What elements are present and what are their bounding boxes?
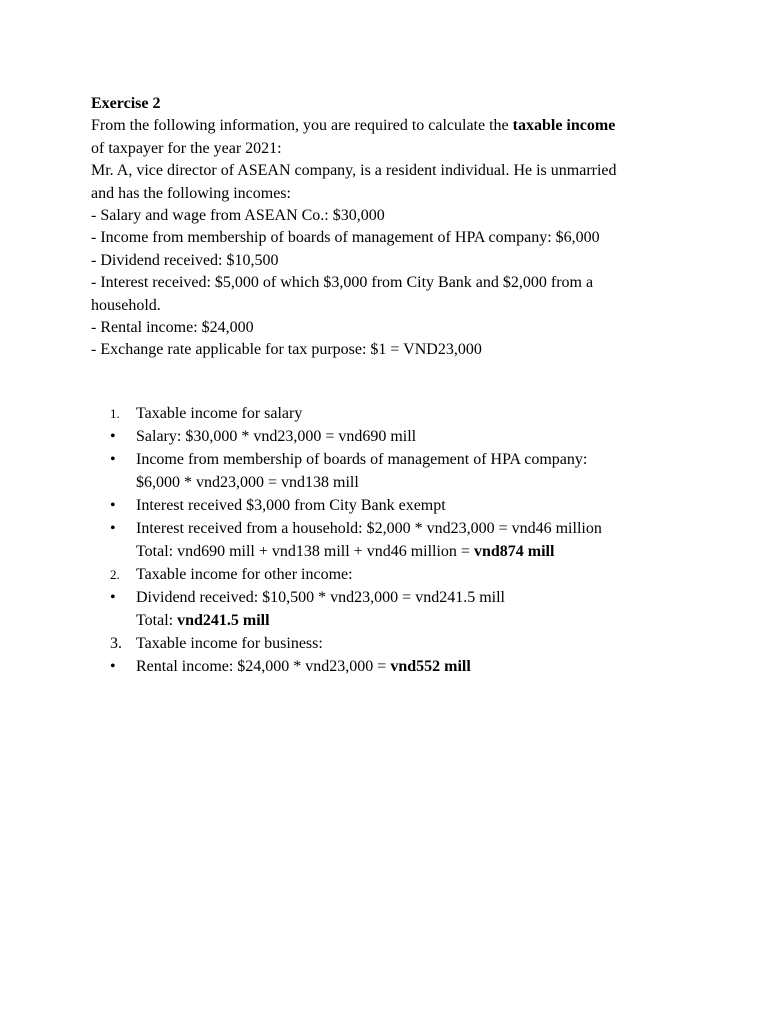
total-prefix: Total: vnd690 mill + vnd138 mill + vnd46 million =	[136, 543, 474, 560]
list-number: 3.	[110, 635, 122, 652]
exercise-statement	[91, 93, 691, 362]
bullet-text	[136, 658, 471, 675]
intro-prefix: From the following information, you are required to calculate the	[91, 117, 513, 135]
list-number: 2.	[110, 567, 120, 582]
section-heading-text: Taxable income for salary	[136, 405, 303, 422]
bullet-text: Dividend received: $10,500 * vnd23,000 = vnd241.5 mill	[136, 589, 505, 606]
fact-salary: - Salary and wage from ASEAN Co.: $30,000	[91, 207, 385, 225]
fact-rental: - Rental income: $24,000	[91, 319, 254, 337]
bullet-marker: •	[110, 428, 116, 445]
exercise-title: Exercise 2	[91, 95, 161, 112]
intro-line-1	[91, 115, 691, 137]
description-line-2: and has the following incomes:	[91, 184, 291, 202]
bullet-text: Interest received from a household: $2,000 * vnd23,000 = vnd46 million	[136, 520, 602, 537]
bullet-rental	[110, 655, 710, 678]
bullet-salary	[110, 425, 710, 448]
section-heading-text: Taxable income for business:	[136, 635, 323, 652]
bullet-text: Income from membership of boards of management of HPA company:	[136, 451, 588, 468]
total-prefix: Total:	[136, 612, 178, 629]
list-number: 1.	[110, 406, 120, 421]
section-2-heading	[110, 563, 710, 586]
section-1-heading	[110, 402, 710, 425]
bullet-membership	[110, 448, 710, 494]
intro-line-2: of taxpayer for the year 2021:	[91, 139, 282, 157]
bullet-text: Salary: $30,000 * vnd23,000 = vnd690 mill	[136, 428, 417, 445]
bullet-marker: •	[110, 658, 116, 675]
bullet-interest-exempt	[110, 494, 710, 517]
description-line-1: Mr. A, vice director of ASEAN company, is a resident individual. He is unmarried	[91, 162, 617, 180]
solution-list	[110, 402, 710, 678]
total-value: vnd874 mill	[473, 543, 555, 560]
bullet-marker: •	[110, 451, 116, 468]
section-heading-text: Taxable income for other income:	[136, 566, 353, 583]
bullet-interest-household	[110, 517, 710, 563]
bullet-marker: •	[110, 497, 116, 514]
intro-bold-term: taxable income	[512, 117, 616, 135]
total-line-2	[136, 609, 710, 632]
bullet-marker: •	[110, 589, 116, 606]
bullet-dividend	[110, 586, 710, 632]
fact-exchange-rate: - Exchange rate applicable for tax purpose: $1 = VND23,000	[91, 341, 482, 359]
bullet-text-cont: $6,000 * vnd23,000 = vnd138 mill	[136, 474, 359, 491]
bullet-text: Interest received $3,000 from City Bank exempt	[136, 497, 446, 514]
fact-membership: - Income from membership of boards of management of HPA company: $6,000	[91, 229, 600, 247]
rental-value: vnd552 mill	[390, 658, 471, 675]
bullet-marker: •	[110, 520, 116, 537]
total-line-1	[136, 540, 710, 563]
fact-interest-cont: household.	[91, 296, 161, 314]
section-3-heading	[110, 632, 710, 655]
total-value: vnd241.5 mill	[177, 612, 270, 629]
fact-interest: - Interest received: $5,000 of which $3,000 from City Bank and $2,000 from a	[91, 274, 594, 292]
rental-prefix: Rental income: $24,000 * vnd23,000 =	[136, 658, 391, 675]
fact-dividend: - Dividend received: $10,500	[91, 251, 279, 269]
